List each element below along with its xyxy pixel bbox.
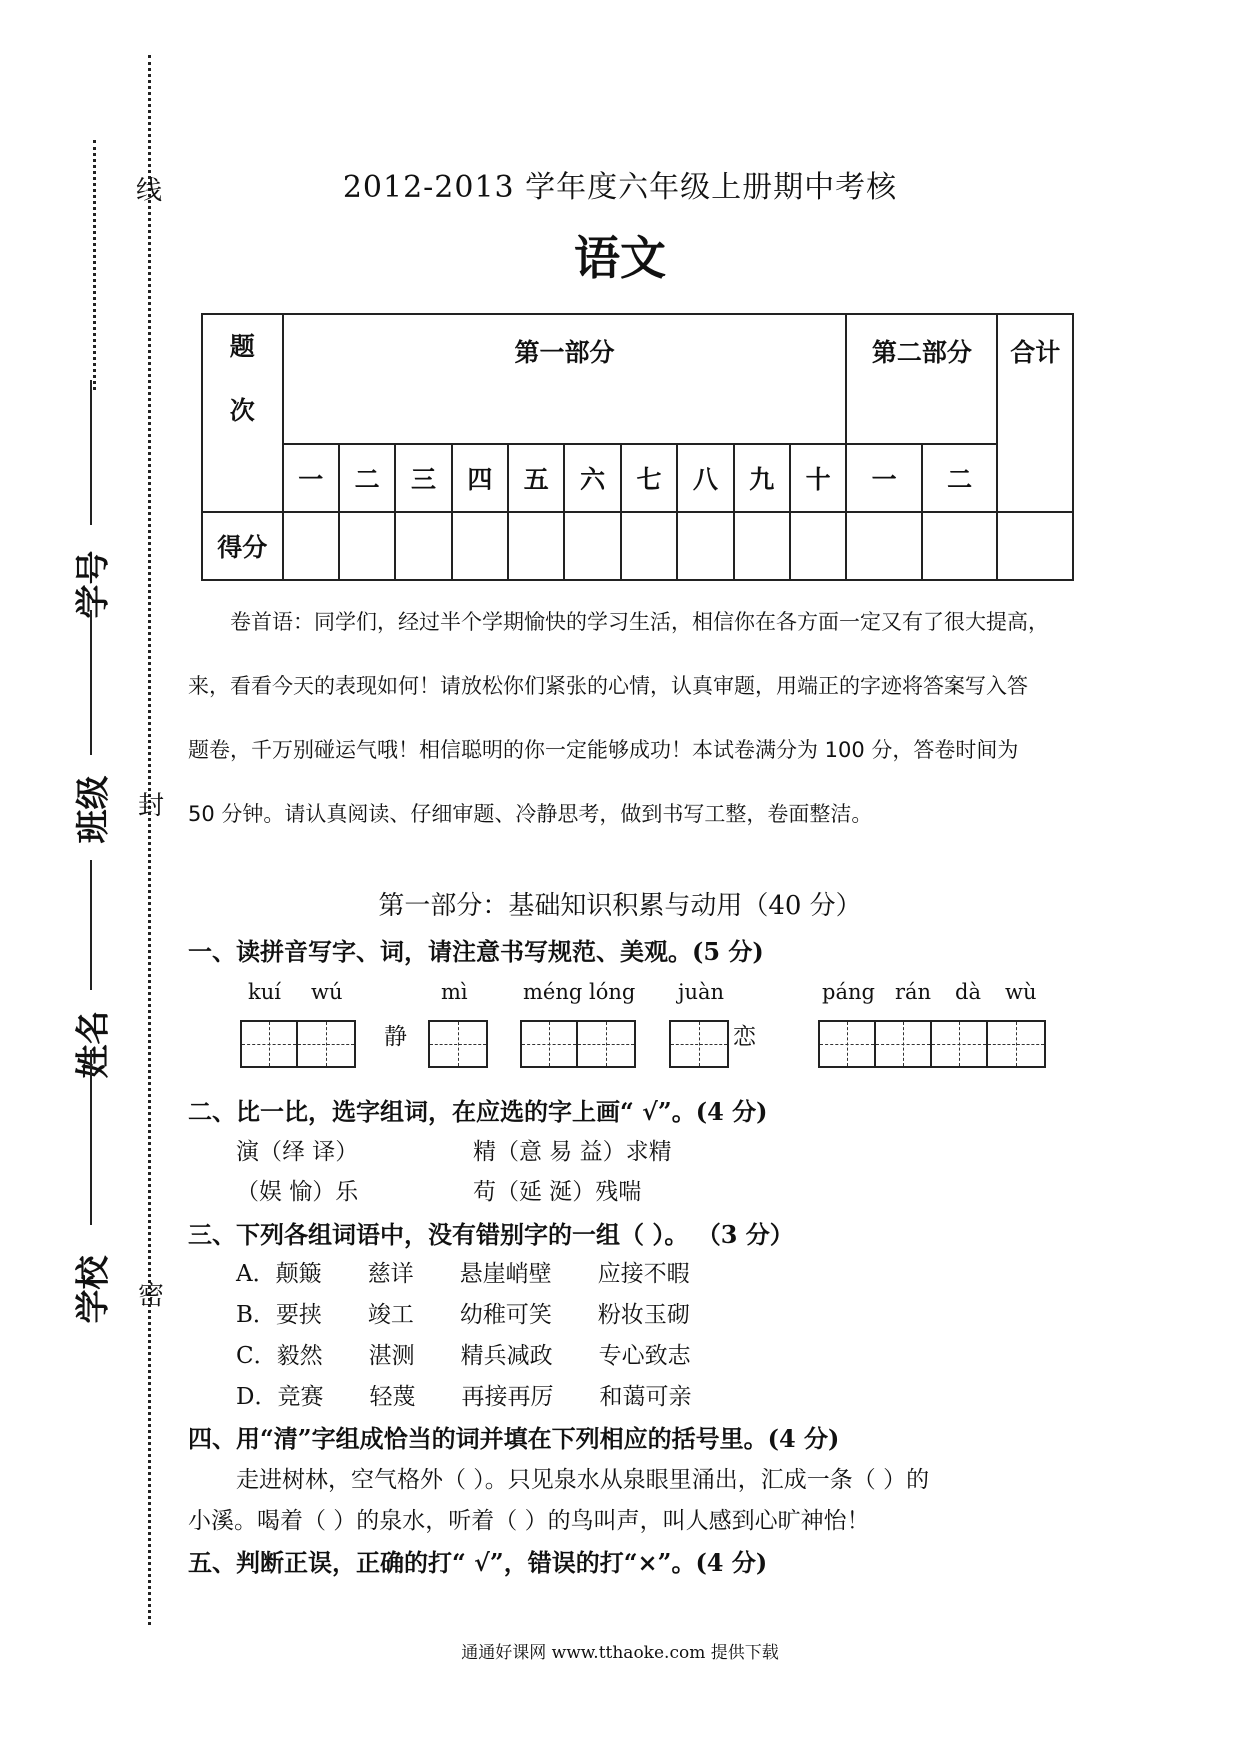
field-label-student-id: 学号 — [73, 550, 114, 619]
col-number: 一 — [283, 444, 339, 512]
row-label-top: 题 — [229, 332, 255, 361]
score-cell[interactable] — [508, 512, 564, 580]
footer: 通通好课网 www.tthaoke.com 提供下载 — [461, 1643, 779, 1663]
score-cell[interactable] — [452, 512, 508, 580]
score-row-label: 得分 — [202, 512, 283, 580]
writing-grid-juan[interactable] — [669, 1020, 729, 1068]
col-number: 十 — [790, 444, 847, 512]
pinyin-ran: rán — [895, 980, 932, 1004]
score-cell[interactable] — [621, 512, 677, 580]
q2-item[interactable]: 精（意 易 益）求精 — [473, 1139, 672, 1165]
q2-item[interactable]: （娱 愉）乐 — [236, 1179, 359, 1205]
q4-sentence[interactable]: 小溪。喝着（ ）的泉水，听着（ ）的鸟叫声，叫人感到心旷神怡！ — [188, 1508, 870, 1534]
score-table — [201, 313, 1074, 581]
score-cell[interactable] — [790, 512, 847, 580]
field-label-class: 班级 — [73, 775, 114, 844]
q3-option[interactable]: C．毅然 湛测 精兵减政 专心致志 — [236, 1343, 691, 1369]
q2-title: 二、比一比，选字组词，在应选的字上画“ √”。(4 分) — [188, 1097, 768, 1126]
score-cell[interactable] — [846, 512, 922, 580]
col-number: 二 — [339, 444, 395, 512]
preface — [188, 590, 1070, 846]
q3-title: 三、下列各组词语中，没有错别字的一组（ ）。 （3 分） — [188, 1220, 794, 1249]
score-cell[interactable] — [395, 512, 451, 580]
pinyin-menglong: méng lóng — [523, 980, 636, 1004]
pinyin-pang: páng — [822, 980, 875, 1004]
exam-title: 2012-2013 学年度六年级上册期中考核 — [342, 170, 898, 205]
col-number: 四 — [452, 444, 508, 512]
pinyin-wu2: wù — [1005, 980, 1037, 1004]
score-cell[interactable] — [922, 512, 998, 580]
student-id-field[interactable] — [60, 380, 120, 620]
q2-item[interactable]: 演（绎 译） — [236, 1139, 359, 1165]
col-number: 二 — [922, 444, 998, 512]
pinyin-kui: kuí — [248, 980, 281, 1004]
field-label-school: 学校 — [73, 1255, 114, 1324]
col-number: 八 — [677, 444, 733, 512]
char-jing: 静 — [384, 1024, 407, 1050]
school-field[interactable] — [60, 1050, 120, 1330]
char-lian: 恋 — [733, 1024, 756, 1050]
q4-title: 四、用“清”字组成恰当的词并填在下列相应的括号里。(4 分) — [188, 1424, 840, 1453]
seal-char-xian: 线 — [136, 176, 163, 206]
q3-option[interactable]: B．要挟 竣工 幼稚可笑 粉妆玉砌 — [236, 1302, 690, 1328]
pinyin-da: dà — [955, 980, 981, 1004]
subject-title: 语文 — [574, 231, 666, 285]
field-line — [90, 1050, 92, 1225]
score-cell[interactable] — [734, 512, 790, 580]
col-number: 六 — [564, 444, 620, 512]
preface-line: 50 分钟。请认真阅读、仔细审题、冷静思考，做到书写工整，卷面整洁。 — [188, 802, 873, 826]
header-part1: 第一部分 — [283, 314, 847, 444]
preface-line: 来，看看今天的表现如何！请放松你们紧张的心情，认真审题，用端正的字迹将答案写入答 — [188, 674, 1028, 698]
field-line — [90, 610, 92, 755]
preface-line: 题卷，千万别碰运气哦！相信聪明的你一定能够成功！本试卷满分为 100 分，答卷时间为 — [188, 738, 1019, 762]
row-label-cell — [202, 314, 283, 512]
class-field[interactable] — [60, 610, 120, 860]
field-line — [90, 380, 92, 525]
field-line — [90, 860, 92, 990]
col-number: 七 — [621, 444, 677, 512]
score-cell[interactable] — [283, 512, 339, 580]
writing-grid-menglong[interactable] — [520, 1020, 636, 1068]
header-part2: 第二部分 — [846, 314, 997, 444]
seal-char-mi: 密 — [138, 1281, 165, 1311]
q3-option[interactable]: D．竞赛 轻蔑 再接再厉 和蔼可亲 — [236, 1384, 692, 1410]
q5-title: 五、判断正误，正确的打“ √”，错误的打“×”。(4 分) — [188, 1548, 768, 1577]
pinyin-juan: juàn — [678, 980, 725, 1004]
writing-grid-pangranda wu[interactable] — [818, 1020, 1046, 1068]
writing-grid-kuiwu[interactable] — [240, 1020, 356, 1068]
part1-heading: 第一部分：基础知识积累与动用（40 分） — [378, 891, 862, 921]
pinyin-wu: wú — [311, 980, 343, 1004]
col-number: 九 — [734, 444, 790, 512]
header-total: 合计 — [997, 314, 1073, 512]
field-label-name: 姓名 — [73, 1010, 114, 1079]
pinyin-mi: mì — [441, 980, 468, 1004]
writing-grid-mi[interactable] — [428, 1020, 488, 1068]
score-cell[interactable] — [677, 512, 733, 580]
row-label-bottom: 次 — [229, 396, 255, 425]
col-number: 一 — [846, 444, 922, 512]
q2-item[interactable]: 苟（延 涎）残喘 — [473, 1179, 642, 1205]
col-number: 三 — [395, 444, 451, 512]
score-cell[interactable] — [339, 512, 395, 580]
q1-title: 一、读拼音写字、词，请注意书写规范、美观。(5 分) — [188, 937, 764, 966]
q3-option[interactable]: A．颠簸 慈详 悬崖峭壁 应接不暇 — [236, 1261, 690, 1287]
score-cell-total[interactable] — [997, 512, 1073, 580]
q4-sentence[interactable]: 走进树林，空气格外（ ）。只见泉水从泉眼里涌出，汇成一条（ ）的 — [236, 1467, 930, 1493]
binding-dotted-line-outer — [148, 55, 151, 1625]
col-number: 五 — [508, 444, 564, 512]
score-cell[interactable] — [564, 512, 620, 580]
preface-line: 卷首语：同学们，经过半个学期愉快的学习生活，相信你在各方面一定又有了很大提高， — [230, 610, 1049, 634]
seal-char-feng: 封 — [138, 791, 165, 821]
